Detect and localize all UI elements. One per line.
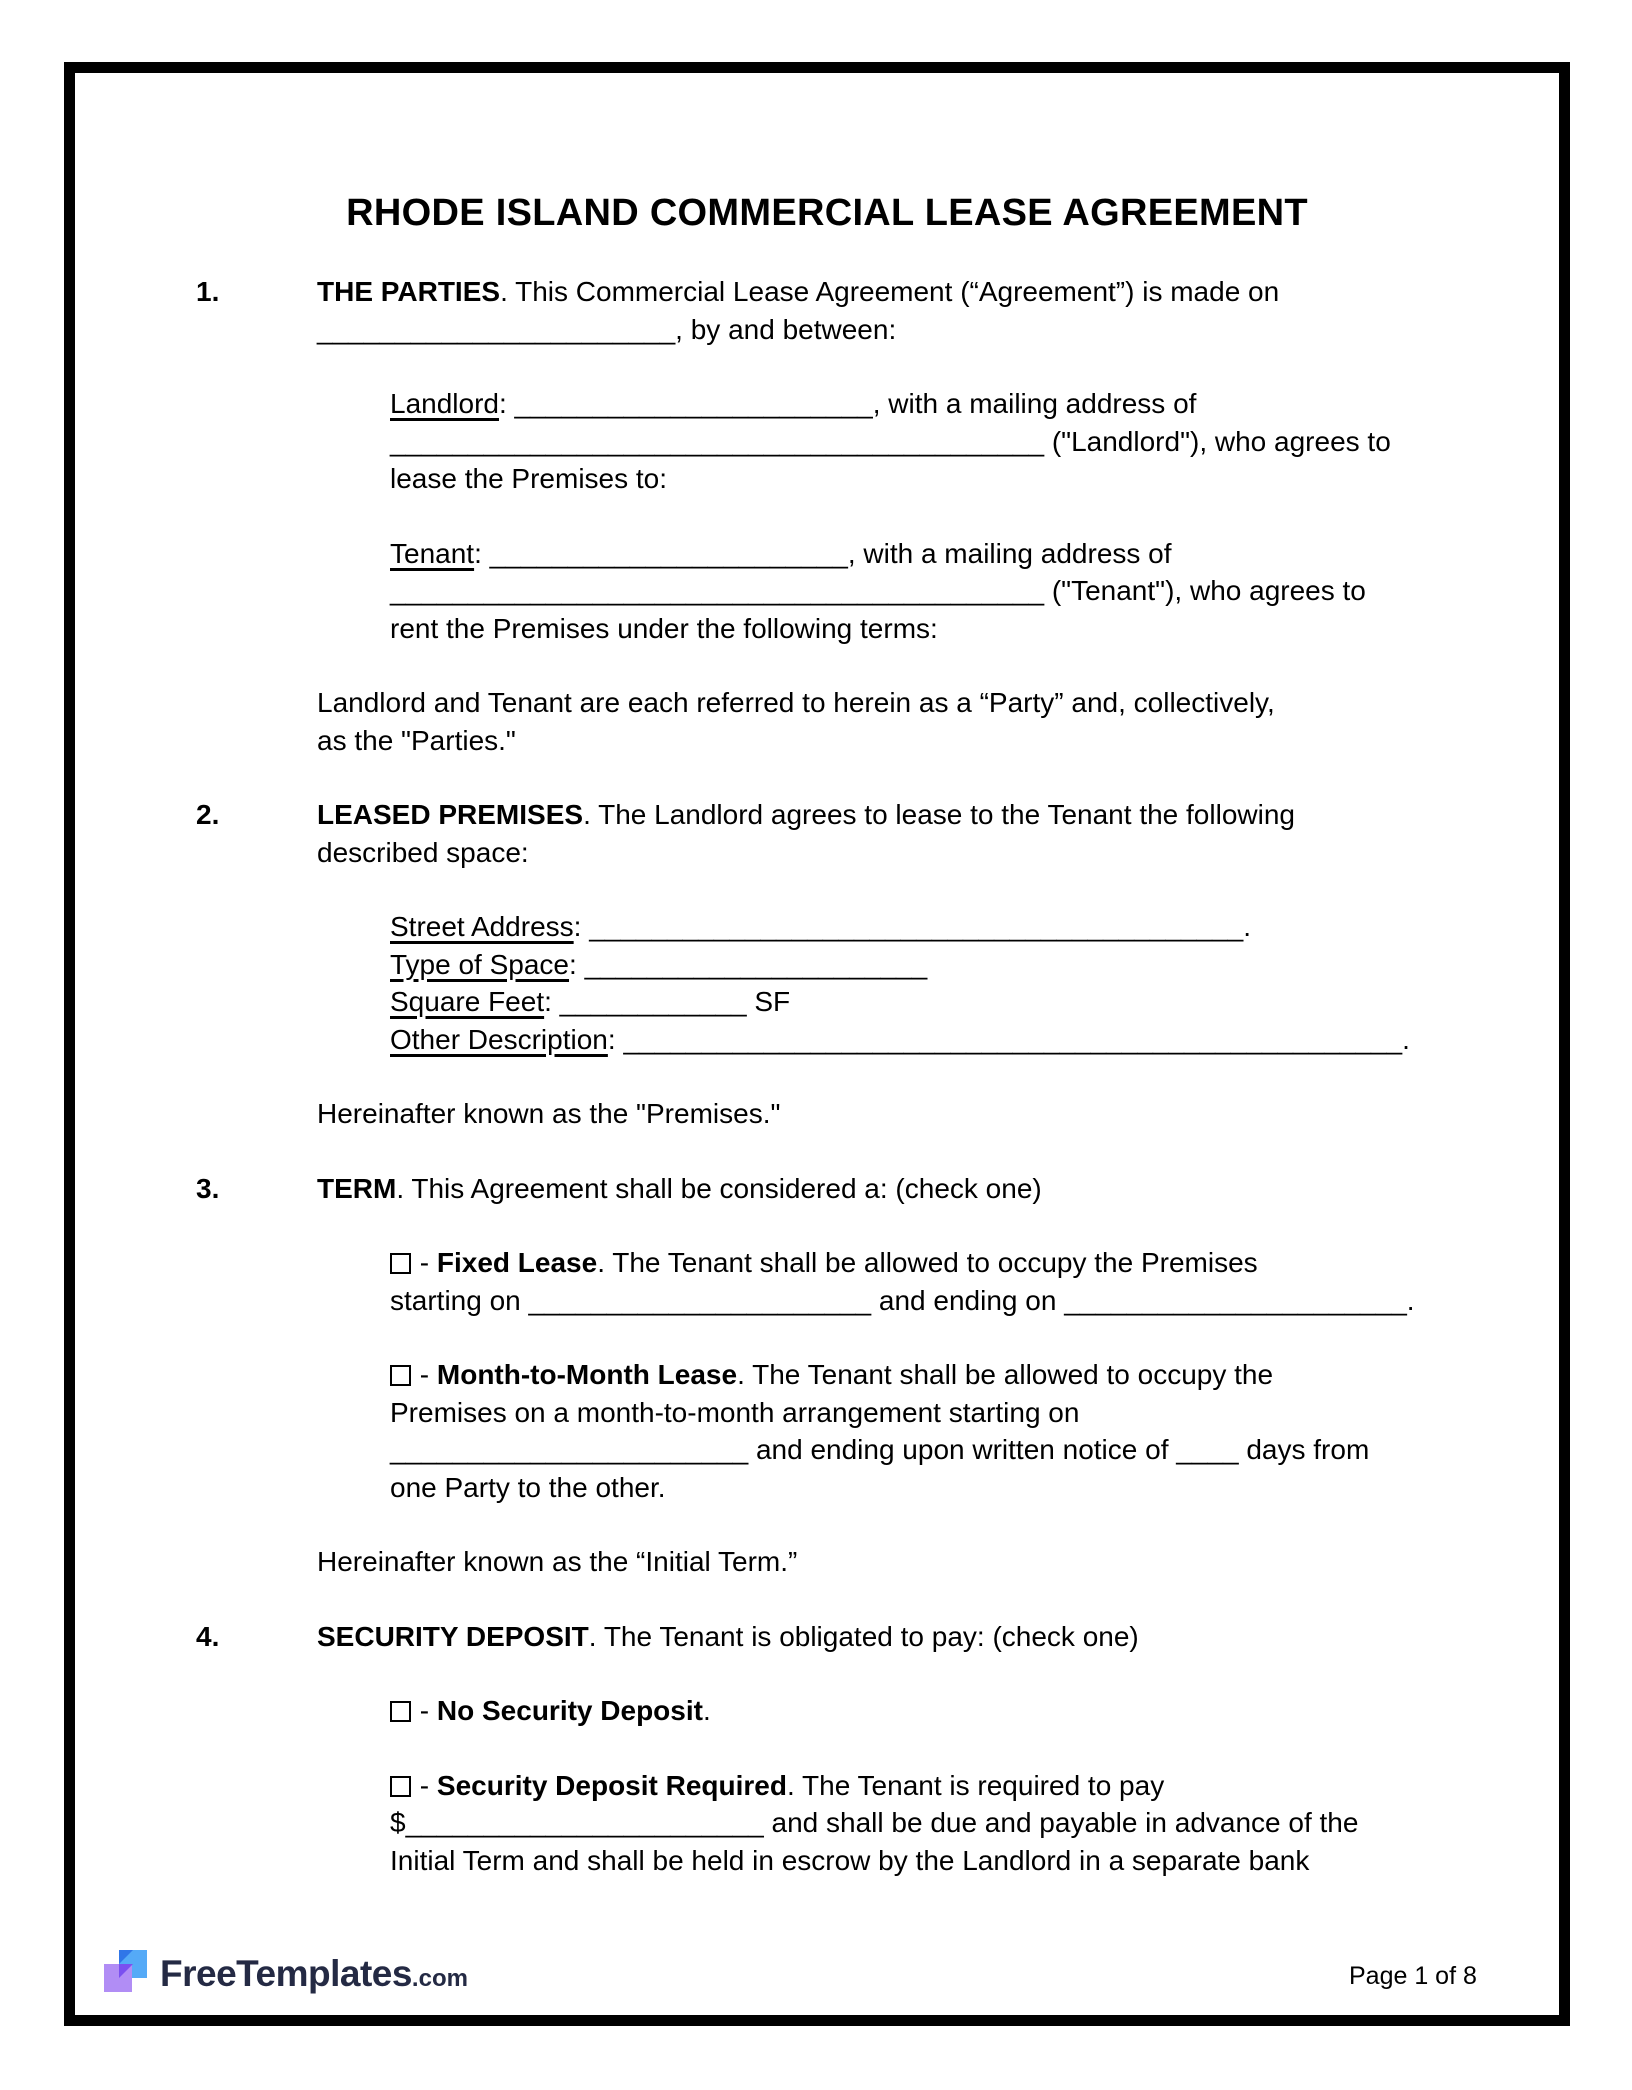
section-heading: TERM — [317, 1172, 397, 1204]
text-run: days from — [1238, 1434, 1370, 1465]
section-3-term — [196, 1170, 1458, 1208]
street-address-label: Street Address — [390, 911, 574, 942]
option-heading: Fixed Lease — [436, 1247, 598, 1278]
text-run: and shall be due and payable in advance of the — [763, 1807, 1359, 1838]
text-run: . — [1402, 1023, 1410, 1055]
section-number: 3. — [196, 1172, 220, 1204]
section-heading: THE PARTIES — [317, 276, 501, 307]
text-run: and ending upon written notice of — [748, 1434, 1177, 1465]
text-line: Hereinafter known as the "Premises." — [317, 1098, 781, 1129]
no-deposit-body — [390, 1692, 1458, 1730]
section-4-security-deposit — [196, 1618, 1458, 1656]
landlord-clause — [196, 385, 1458, 498]
deposit-required-checkbox-icon[interactable] — [390, 1776, 411, 1797]
text-line — [317, 273, 1458, 311]
text-run: : — [544, 986, 560, 1017]
text-run: and ending on — [871, 1284, 1065, 1316]
text-line: Hereinafter known as the “Initial Term.” — [317, 1546, 798, 1577]
agreement-date-blank[interactable]: _______________________ — [317, 313, 676, 345]
text-run: : — [569, 948, 585, 980]
text-line: lease the Premises to: — [390, 463, 668, 494]
text-run: ("Tenant"), who agrees to — [1044, 575, 1366, 606]
text-run: SF — [746, 986, 791, 1017]
text-run: - — [412, 1359, 437, 1390]
parties-note-body — [317, 684, 1458, 759]
premises-note — [196, 1095, 1458, 1133]
document-content — [196, 190, 1458, 1879]
text-line — [390, 1767, 1458, 1805]
square-feet-field — [390, 983, 1458, 1021]
option-heading: Month-to-Month Lease — [436, 1359, 738, 1390]
text-line — [317, 1170, 1458, 1208]
tenant-address-blank[interactable]: __________________________________________ — [390, 575, 1045, 606]
section-3-body — [317, 1170, 1458, 1208]
landlord-address-blank[interactable]: __________________________________________ — [390, 425, 1045, 457]
no-deposit-option — [196, 1692, 1458, 1730]
deposit-required-option — [196, 1767, 1458, 1880]
fixed-lease-option — [196, 1244, 1458, 1319]
free-templates-logo — [103, 1948, 468, 2002]
fixed-lease-body — [390, 1244, 1458, 1319]
deposit-required-body — [390, 1767, 1458, 1880]
text-line — [390, 423, 1458, 461]
text-line — [317, 311, 1458, 349]
text-line — [390, 1804, 1458, 1842]
fixed-lease-checkbox-icon[interactable] — [390, 1253, 411, 1274]
text-run: . — [1406, 1284, 1415, 1316]
text-line — [317, 1618, 1458, 1656]
text-line — [390, 385, 1458, 423]
text-run: $ — [390, 1807, 406, 1838]
text-run: , by and between: — [675, 313, 897, 345]
landlord-body — [390, 385, 1458, 498]
text-run: , with a mailing address of — [847, 537, 1172, 569]
text-run: ("Landlord"), who agrees to — [1044, 425, 1391, 457]
text-line — [390, 535, 1458, 573]
tenant-name-blank[interactable]: _______________________ — [489, 537, 848, 569]
text-line: as the "Parties." — [317, 724, 516, 756]
text-run: , with a mailing address of — [872, 388, 1197, 419]
option-heading: No Security Deposit — [436, 1695, 703, 1726]
text-line — [390, 1431, 1458, 1469]
text-line — [390, 1356, 1458, 1394]
initial-term-note — [196, 1543, 1458, 1581]
brand-text — [160, 1953, 468, 1994]
street-address-field — [390, 908, 1458, 946]
month-to-month-body — [390, 1356, 1458, 1506]
landlord-name-blank[interactable]: _______________________ — [514, 388, 873, 419]
brand-name: FreeTemplates — [160, 1953, 412, 1994]
parties-note — [196, 684, 1458, 759]
other-description-field — [390, 1021, 1458, 1059]
start-date-blank[interactable]: ______________________ — [528, 1284, 872, 1316]
street-address-blank[interactable]: __________________________________________ — [589, 911, 1244, 942]
tenant-body — [390, 535, 1458, 648]
text-run: - — [412, 1247, 437, 1278]
deposit-amount-blank[interactable]: _______________________ — [405, 1807, 764, 1838]
text-line — [390, 572, 1458, 610]
brand-suffix: .com — [411, 1965, 468, 1992]
text-run: starting on — [390, 1284, 529, 1316]
text-run: . — [1243, 911, 1252, 942]
text-run: : — [498, 388, 515, 419]
text-line: one Party to the other. — [390, 1471, 666, 1503]
type-of-space-blank[interactable]: ______________________ — [584, 948, 928, 980]
text-line: Premises on a month-to-month arrangement starting on — [390, 1396, 1080, 1428]
type-of-space-label: Type of Space — [390, 948, 570, 980]
text-run: . — [702, 1695, 711, 1726]
section-4-body — [317, 1618, 1458, 1656]
m2m-start-date-blank[interactable]: _______________________ — [390, 1434, 749, 1465]
other-description-blank[interactable]: __________________________________________________ — [623, 1023, 1403, 1055]
text-run: - — [412, 1769, 437, 1801]
text-line — [317, 796, 1458, 834]
text-run: : — [607, 1023, 624, 1055]
text-line: rent the Premises under the following terms: — [390, 612, 938, 644]
month-to-month-checkbox-icon[interactable] — [390, 1365, 411, 1386]
text-run: . The Tenant is required to pay — [786, 1769, 1165, 1801]
text-run: . This Commercial Lease Agreement (“Agreement”) is made on — [500, 276, 1280, 307]
notice-days-blank[interactable]: ____ — [1176, 1434, 1239, 1465]
text-run: : — [474, 537, 490, 569]
text-run: . The Tenant shall be allowed to occupy the — [737, 1359, 1274, 1390]
other-description-label: Other Description — [390, 1023, 608, 1055]
text-line: Landlord and Tenant are each referred to herein as a “Party” and, collectively, — [317, 687, 1275, 718]
tenant-clause — [196, 535, 1458, 648]
section-number: 1. — [196, 276, 220, 307]
tenant-label: Tenant — [390, 537, 475, 569]
text-run: . The Tenant is obligated to pay: (check one) — [588, 1620, 1139, 1652]
section-heading: LEASED PREMISES — [317, 799, 584, 830]
section-1-body — [317, 273, 1458, 348]
month-to-month-option — [196, 1356, 1458, 1506]
premises-fields — [196, 908, 1458, 1058]
section-2-body — [317, 796, 1458, 871]
section-heading: SECURITY DEPOSIT — [317, 1620, 589, 1652]
option-heading: Security Deposit Required — [436, 1769, 787, 1801]
free-templates-logo-icon — [103, 1948, 149, 1994]
text-run: - — [412, 1695, 437, 1726]
text-line — [390, 1282, 1458, 1320]
text-run: . This Agreement shall be considered a: (check one) — [396, 1172, 1042, 1204]
text-line — [390, 1244, 1458, 1282]
premises-fields-body — [390, 908, 1458, 1058]
text-line: described space: — [317, 836, 529, 868]
text-line: Initial Term and shall be held in escrow by the Landlord in a separate bank — [390, 1844, 1310, 1876]
section-1-parties — [196, 273, 1458, 348]
square-feet-blank[interactable]: ____________ — [559, 986, 747, 1017]
page-number-label: Page 1 of 8 — [1349, 1962, 1477, 1990]
square-feet-label: Square Feet — [390, 986, 545, 1017]
no-deposit-checkbox-icon[interactable] — [390, 1701, 411, 1722]
end-date-blank[interactable]: ______________________ — [1064, 1284, 1407, 1316]
landlord-label: Landlord — [390, 388, 499, 419]
text-run: . The Tenant shall be allowed to occupy the Premises — [597, 1247, 1258, 1278]
text-line — [390, 1692, 1458, 1730]
text-run: . The Landlord agrees to lease to the Tenant the following — [583, 799, 1295, 830]
section-number: 4. — [196, 1620, 220, 1652]
section-number: 2. — [196, 799, 220, 830]
section-2-leased-premises — [196, 796, 1458, 871]
text-run: : — [573, 911, 590, 942]
document-title: RHODE ISLAND COMMERCIAL LEASE AGREEMENT — [346, 192, 1308, 234]
type-of-space-field — [390, 946, 1458, 984]
